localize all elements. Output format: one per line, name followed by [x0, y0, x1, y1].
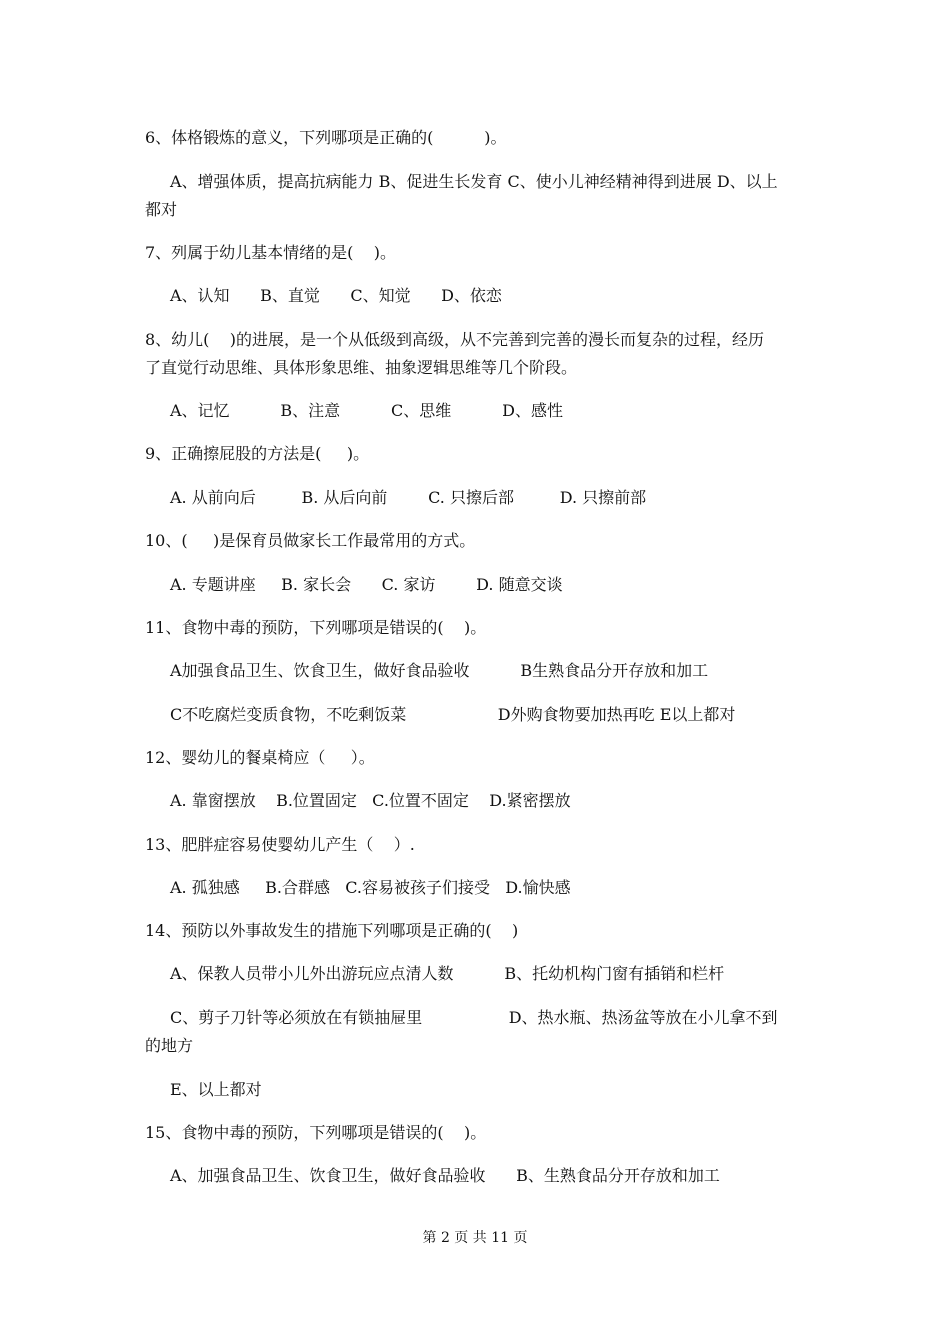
options-10: A. 专题讲座 B. 家长会 C. 家访 D. 随意交谈	[170, 575, 563, 594]
question-11: 11、食物中毒的预防，下列哪项是错误的( )。	[145, 618, 487, 637]
question-12: 12、婴幼儿的餐桌椅应（ ）。	[145, 748, 375, 767]
question-13: 13、肥胖症容易使婴幼儿产生（ ）.	[145, 835, 415, 854]
question-8: 8、幼儿( )的进展，是一个从低级到高级，从不完善到完善的漫长而复杂的过程，经历	[145, 330, 765, 349]
question-7: 7、列属于幼儿基本情绪的是( )。	[145, 243, 397, 262]
options-11-b: C不吃腐烂变质食物，不吃剩饭菜 D外购食物要加热再吃 E以上都对	[170, 705, 736, 724]
question-9: 9、正确擦屁股的方法是( )。	[145, 444, 370, 463]
options-9: A. 从前向后 B. 从后向前 C. 只擦后部 D. 只擦前部	[170, 488, 647, 507]
options-14-b: C、剪子刀针等必须放在有锁抽屉里 D、热水瓶、热汤盆等放在小儿拿不到	[170, 1008, 778, 1027]
options-7: A、认知 B、直觉 C、知觉 D、依恋	[170, 286, 502, 305]
options-15: A、加强食品卫生、饮食卫生，做好食品验收 B、生熟食品分开存放和加工	[170, 1166, 720, 1185]
options-14-b-cont: 的地方	[145, 1036, 194, 1055]
options-14-c: E、以上都对	[170, 1080, 262, 1099]
options-8: A、记忆 B、注意 C、思维 D、感性	[170, 401, 563, 420]
page-footer: 第 2 页 共 11 页	[422, 1230, 528, 1246]
question-14: 14、预防以外事故发生的措施下列哪项是正确的( )	[145, 921, 519, 940]
options-14-a: A、保教人员带小儿外出游玩应点清人数 B、托幼机构门窗有插销和栏杆	[170, 964, 725, 983]
question-10: 10、( )是保育员做家长工作最常用的方式。	[145, 531, 476, 550]
question-6: 6、体格锻炼的意义，下列哪项是正确的( )。	[145, 128, 507, 147]
options-12: A. 靠窗摆放 B.位置固定 C.位置不固定 D.紧密摆放	[170, 791, 571, 810]
options-13: A. 孤独感 B.合群感 C.容易被孩子们接受 D.愉快感	[170, 878, 571, 897]
question-15: 15、食物中毒的预防，下列哪项是错误的( )。	[145, 1123, 487, 1142]
options-6-cont: 都对	[145, 200, 178, 219]
question-8-cont: 了直觉行动思维、具体形象思维、抽象逻辑思维等几个阶段。	[145, 358, 578, 377]
options-6: A、增强体质，提高抗病能力 B、促进生长发育 C、使小儿神经精神得到进展 D、以上	[170, 172, 778, 191]
options-11-a: A加强食品卫生、饮食卫生，做好食品验收 B生熟食品分开存放和加工	[170, 661, 709, 680]
